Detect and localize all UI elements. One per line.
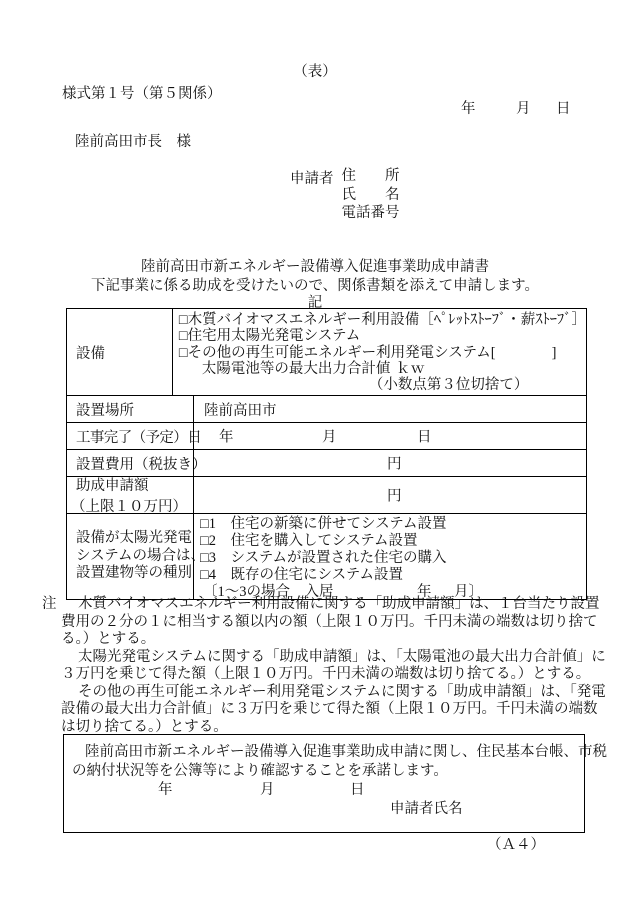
- date-month-label: 月: [516, 101, 531, 117]
- side-label: （表）: [293, 64, 337, 80]
- other-system-bracket: ]: [551, 344, 557, 361]
- consent-box: [63, 734, 607, 833]
- table-row-equipment: [67, 309, 586, 395]
- checkbox-option-purchase-install[interactable]: □2 住宅を購入してシステム設置: [200, 532, 418, 549]
- date-year-label: 年: [461, 101, 476, 117]
- note-line: 設備の最大出力合計値」に３万円を乗じて得た額（上限１０万円。千円未満の端数: [61, 701, 598, 717]
- applicant-block: [290, 167, 400, 223]
- date-line: [0, 97, 630, 115]
- note-line: 太陽光発電システムに関する「助成申請額」は、「太陽電池の最大出力合計値」に: [78, 648, 606, 665]
- yen-unit-label: 円: [387, 456, 402, 473]
- grant-value-cell[interactable]: [194, 477, 586, 513]
- cost-label-text: 設置費用（税抜き）: [76, 456, 207, 473]
- location-label-text: 設置場所: [76, 402, 134, 419]
- equipment-options-cell: [173, 309, 586, 395]
- checkbox-option-biomass[interactable]: □木質バイオマスエネルギー利用設備［ﾍﾟﾚｯﾄｽﾄｰﾌﾞ・薪ｽﾄｰﾌﾞ］: [178, 312, 586, 328]
- building-type-options-cell: [194, 514, 586, 599]
- page-title: 陸前高田市新エネルギー設備導入促進事業助成申請書: [141, 259, 489, 275]
- checkbox-option-other[interactable]: [173, 345, 586, 361]
- completion-month-label: 月: [322, 429, 337, 446]
- note-line: 費用の２分の１に相当する額以内の額（上限１０万円。千円未満の端数は切り捨て: [61, 613, 598, 630]
- applicant-signature-label: 申請者氏名: [390, 801, 463, 817]
- completion-row-label: [67, 423, 202, 449]
- cost-value-cell[interactable]: [194, 450, 586, 476]
- checkbox-option-solar[interactable]: □住宅用太陽光発電システム: [178, 328, 361, 345]
- form-number: 様式第１号（第５関係）: [62, 86, 222, 102]
- date-day-label: 日: [556, 101, 571, 117]
- table-row-building-type: [67, 513, 586, 599]
- kw-unit-label: ｋｗ: [395, 360, 425, 377]
- grant-label-line1: 助成申請額: [76, 478, 149, 494]
- other-system-text: □その他の再生可能エネルギー利用発電システム[: [178, 344, 496, 361]
- consent-text-line: の納付状況等を公簿等により確認することを承諾します。: [72, 763, 448, 779]
- note-line: その他の再生可能エネルギー利用発電システムに関する「助成申請額」は、「発電: [78, 683, 606, 700]
- consent-year-label: 年: [158, 782, 173, 798]
- main-table: [66, 308, 587, 600]
- completion-label-text: 工事完了（予定）日: [76, 429, 202, 446]
- completion-day-label: 日: [417, 429, 432, 446]
- intro-line: 下記事業に係る助成を受けたいので、関係書類を添えて申請します。: [90, 278, 540, 294]
- checkbox-option-existing-home[interactable]: □4 既存の住宅にシステム設置: [200, 566, 404, 583]
- location-value-cell: [194, 396, 586, 422]
- applicant-name-label: 氏 名: [341, 186, 400, 203]
- location-row-label: [67, 396, 194, 422]
- consent-day-label: 日: [350, 782, 365, 798]
- table-row-location: [67, 395, 586, 422]
- table-row-completion-date: [67, 422, 586, 449]
- table-row-grant-amount: [67, 476, 586, 513]
- table-row-cost: [67, 449, 586, 476]
- move-in-prefix: 〔1～3の場合 入居: [203, 583, 334, 600]
- equipment-label-text: 設備: [76, 345, 105, 362]
- max-output-line: [173, 361, 586, 377]
- note-line: [0, 596, 630, 614]
- note-line: ３万円を乗じて得た額（上限１０万円。千円未満の端数は切り捨てる。）とする。: [61, 666, 591, 682]
- location-value: 陸前高田市: [204, 402, 277, 419]
- grant-label-line2: （上限１０万円）: [71, 499, 187, 515]
- note-line: は切り捨てる。）とする。: [61, 718, 228, 735]
- applicant-phone-label: 電話番号: [341, 205, 400, 221]
- yen-unit-label: 円: [387, 488, 402, 505]
- record-mark: 記: [307, 295, 323, 311]
- cost-row-label: [67, 450, 207, 476]
- rounding-note: （小数点第３位切捨て）: [368, 377, 529, 394]
- checkbox-option-purchase-installed[interactable]: □3 システムが設置された住宅の購入: [200, 549, 447, 566]
- consent-month-label: 月: [260, 782, 275, 798]
- building-type-row-label: [67, 514, 206, 599]
- consent-date-line: [64, 781, 584, 800]
- building-type-label-line2: システムの場合は、: [76, 547, 206, 564]
- completion-year-label: 年: [219, 429, 234, 446]
- applicant-label: 申請者: [290, 171, 334, 187]
- note-text: 木質バイオマスエネルギー利用設備に関する「助成申請額」は、１台当たり設置: [78, 596, 600, 612]
- addressee: 陸前高田市長 様: [75, 134, 191, 150]
- move-in-year-label: 年: [417, 583, 432, 600]
- paper-size-label: （Ａ４）: [487, 837, 545, 853]
- note-marker: 注: [42, 596, 57, 612]
- checkbox-option-new-build[interactable]: □1 住宅の新築に併せてシステム設置: [200, 516, 447, 532]
- building-type-label-line3: 設置建物等の種別: [76, 565, 192, 582]
- max-output-label: 太陽電池等の最大出力合計値: [201, 360, 391, 377]
- consent-text-line: 陸前高田市新エネルギー設備導入促進事業助成申請に関し、住民基本台帳、市税: [85, 744, 607, 760]
- note-line: る。）とする。: [61, 631, 156, 647]
- move-in-month-label: 月〕: [454, 583, 483, 600]
- building-type-label-line1: 設備が太陽光発電: [76, 530, 192, 547]
- grant-row-label: [67, 477, 194, 513]
- notes-section: [0, 596, 630, 736]
- equipment-row-label: [67, 309, 173, 395]
- applicant-address-label: 住 所: [341, 168, 400, 184]
- completion-date-cell[interactable]: [194, 423, 586, 449]
